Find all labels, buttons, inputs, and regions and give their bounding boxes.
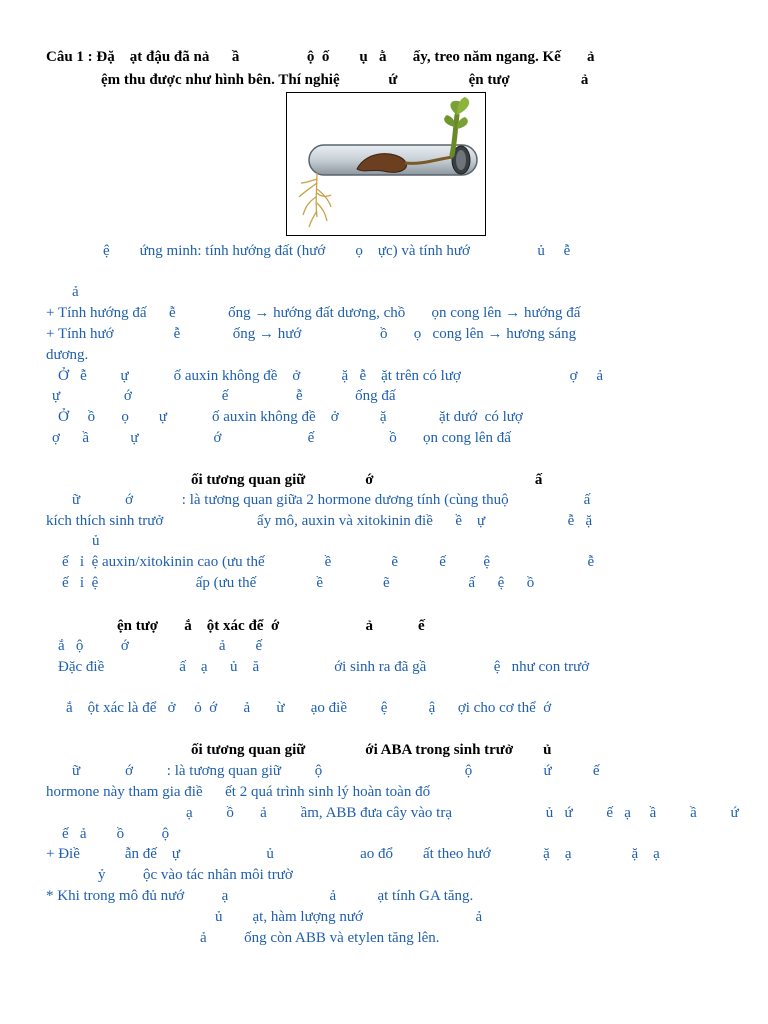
q3-title: ện tượ ắ ột xác để ớ ả ế <box>117 618 425 634</box>
ans1-line-9: ợ ầ ự ớ ế ồ ọn cong lên đấ <box>52 430 511 446</box>
q4-line-4: ế ả ồ ộ <box>62 826 170 842</box>
ans1-line-5: dương. <box>46 347 89 363</box>
ans1-line-2: ả <box>72 284 79 300</box>
q4-line-9: ả ống còn ABB và etylen tăng lên. <box>200 930 440 946</box>
q4-title: ối tương quan giữ ới ABA trong sinh trưở ủ <box>191 742 552 758</box>
q2-line-5: ế ỉ ệ ấp (ưu thế ề ẽ ấ ệ ồ <box>62 575 535 591</box>
q3-line-2: Đặc điề ấ ạ ủ ă ới sinh ra đã gầ ệ như con trưở <box>58 659 590 675</box>
ans1-line-3: + Tính hướng đấ ễ ống → hướng đất dương, chồ ọn cong lên → hướng đấ <box>46 305 581 321</box>
q2-line-3: ủ <box>92 533 100 549</box>
ans1-line-4: + Tính hướ ễ ống → hướ ồ ọ cong lên → hương sáng <box>46 326 577 342</box>
q4-line-1: ữ ớ : là tương quan giữ ộ ộ ứ ế <box>72 763 600 779</box>
q4-line-8: ủ ạt, hàm lượng nướ ả <box>215 909 483 925</box>
q1-line-2: ệm thu được như hình bên. Thí nghiệ ứ ện tượ ả <box>101 72 589 88</box>
q2-line-2: kích thích sinh trưở ẩy mô, auxin và xitokinin điề ề ự ễ ặ <box>46 513 593 529</box>
q4-line-7: * Khi trong mô đủ nướ ạ ả ạt tính GA tăng. <box>46 888 474 904</box>
q4-line-3: ạ ồ ả ầm, ABB đưa cây vào trạ ủ ứ ế ạ ầ ầ ứ <box>186 805 739 821</box>
ans1-line-8: Ở ồ ọ ự ố auxin không đề ở ặ ặt dướ có lượ <box>58 409 523 425</box>
q4-line-2: hormone này tham gia điề ết 2 quá trình sinh lý hoàn toàn đố <box>46 784 431 800</box>
ans1-line-1: ệ ứng minh: tính hướng đất (hướ ọ ực) và tính hướ ủ ễ <box>103 243 571 259</box>
ans1-line-7: ự ớ ế ễ ống đấ <box>52 388 396 404</box>
seedling-in-tube-icon <box>287 93 485 235</box>
q4-line-6: ỷ ộc vào tác nhân môi trườ <box>98 867 293 883</box>
q1-line-1: Câu 1 : Đặ ạt đậu đã nả ầ ộ ố ụ ằ ấy, treo năm ngang. Kế ả <box>46 49 595 65</box>
q2-title: ối tương quan giữ ớ ấ <box>191 472 543 488</box>
q3-line-1: ắ ộ ớ ả ế <box>58 638 263 654</box>
q3-line-3: ắ ột xác là để ở ỏ ớ ả ừ ạo điề ệ ậ ợi cho cơ thể ớ <box>66 700 552 716</box>
q2-line-4: ế ỉ ệ auxin/xitokinin cao (ưu thế ề ẽ ế ệ ễ <box>62 554 595 570</box>
ans1-line-6: Ở ễ ự ố auxin không đề ở ặ ễ ặt trên có lượ ợ ả <box>58 368 603 384</box>
q2-line-1: ữ ớ : là tương quan giữa 2 hormone dương tính (cùng thuộ ấ <box>72 492 591 508</box>
q4-line-5: + Điề ẫn đế ự ủ ao đổ ất theo hướ ặ ạ ặ ạ <box>46 846 660 862</box>
experiment-figure <box>286 92 486 236</box>
